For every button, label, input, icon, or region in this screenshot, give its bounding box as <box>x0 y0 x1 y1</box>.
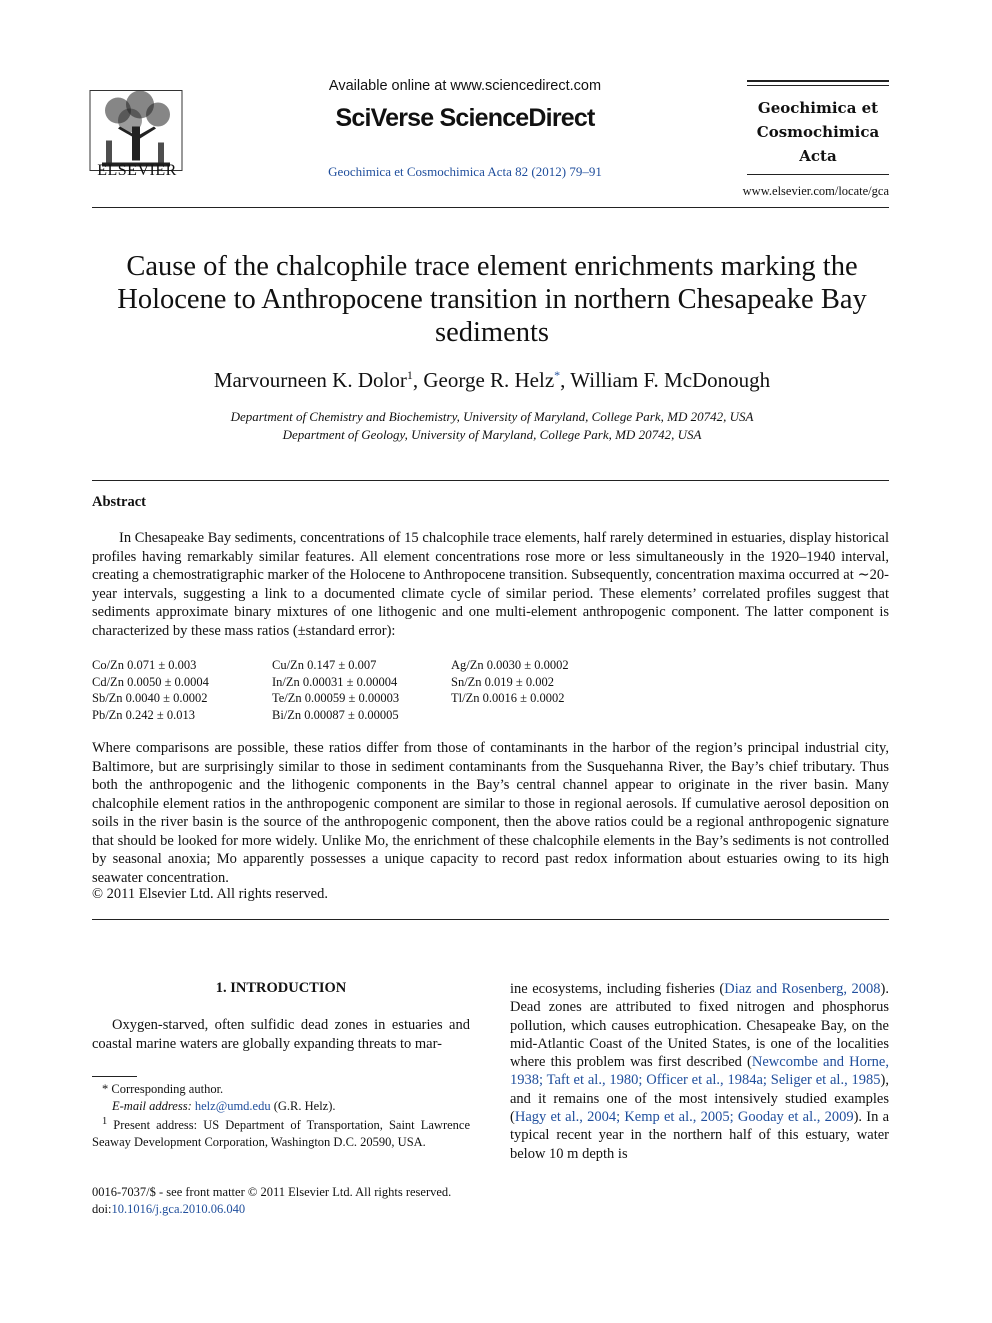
author-list <box>92 368 892 393</box>
author-name: William F. McDonough <box>570 368 771 392</box>
ratio-item: Cu/Zn 0.147 ± 0.007 <box>272 658 377 672</box>
corresponding-author-mark[interactable]: * <box>554 368 561 382</box>
citation-link[interactable]: Diaz and Rosenberg, 2008 <box>724 981 881 997</box>
journal-line: Cosmochimica <box>756 123 880 141</box>
citation-link[interactable]: Hagy et al., 2004; Kemp et al., 2005; Gooday et al., 2009 <box>514 1109 854 1126</box>
journal-name <box>742 96 894 168</box>
abstract-heading: Abstract <box>92 494 146 510</box>
journal-line: Acta <box>799 147 837 165</box>
ratio-column <box>92 657 209 724</box>
body-text: ). Dead zones are attributed to fixed nitrogen and phosphorus pollution, which causes eutrophication. Chesapeake Bay, on the mid-Atlantic Coast of the United States, is one of the localities where this problem was first described ( <box>510 981 890 1071</box>
author-name: George R. Helz <box>423 368 555 392</box>
publisher-name: ELSEVIER <box>97 162 177 179</box>
journal-citation[interactable]: Geochimica et Cosmochimica Acta 82 (2012) 79–91 <box>328 164 602 179</box>
article-title: Cause of the chalcophile trace element enrichments marking the Holocene to Anthropocene transition in northern Chesapeake Bay sediments <box>117 251 867 348</box>
footnote-present-address <box>92 1114 470 1151</box>
header-divider <box>92 207 889 208</box>
journal-url[interactable]: www.elsevier.com/locate/gca <box>742 184 889 198</box>
footnote-mark: * <box>102 1082 109 1096</box>
ratio-column <box>272 657 399 724</box>
intro-paragraph-right <box>510 980 889 1163</box>
copyright-notice: © 2011 Elsevier Ltd. All rights reserved. <box>92 886 328 902</box>
journal-line: Geochimica et <box>757 99 879 117</box>
footnotes <box>92 1081 470 1151</box>
body-text: ). In a typical recent year in the northern half of this estuary, water below 10 m depth is <box>510 1109 889 1162</box>
issn-line: 0016-7037/$ - see front matter © 2011 Elsevier Ltd. All rights reserved. <box>92 1185 452 1199</box>
available-online-text[interactable]: Available online at www.sciencedirect.com <box>328 78 602 94</box>
abstract-paragraph: In Chesapeake Bay sediments, concentrations of 15 chalcophile trace elements, half rarely determined in estuaries, display historical profiles having remarkably similar features. All element concentrations rose more or less simultaneously in the 1920–1940 interval, creating a chemostratigraphic marker of the Holocene to Anthropocene transition. Subsequently, concentration maxima occurred at ∼20-year intervals, suggesting a link to a documented climate cycle of similar period. These elements’ correlated profiles suggest that sediments approximate binary mixtures of one lithogenic and one multi-element anthropogenic component. The latter component is characterized by these mass ratios (±standard error): <box>92 530 889 639</box>
ratio-column <box>451 657 569 707</box>
footnote-text: Present address: US Department of Transportation, Saint Lawrence Seaway Development Corporation, Washington D.C. 20590, USA. <box>92 1118 470 1150</box>
section-heading: 1. INTRODUCTION <box>215 980 347 996</box>
email-owner: (G.R. Helz). <box>270 1098 336 1113</box>
footnote-corresponding <box>92 1081 470 1098</box>
ratio-item: Pb/Zn 0.242 ± 0.013 <box>92 708 196 723</box>
affiliations <box>92 408 892 444</box>
abstract-paragraph: Where comparisons are possible, these ratios differ from those of contaminants in the harbor of the region’s principal industrial city, Baltimore, but are surprisingly similar to those in sediment contaminants from the Susquehanna River, the Bay’s chief tributary. Thus both the anthropogenic and the lithogenic components in the Bay’s central channel appear to originate in the river basin. Many chalcophile element ratios in the anthropogenic component are similar to those in regional aerosols. If cumulative aerosol deposition on soils in the river basin is the source of the anthropogenic component, then the above ratios could be a regional anthropogenic signature that should be looked for more widely. Unlike Mo, the enrichment of these chalcophile elements in the Bay’s sediments is not controlled by seasonal anoxia; Mo apparently possesses a unique capacity to record past redox information about estuaries owing to its high seawater concentration. <box>92 740 889 886</box>
doi-label: doi: <box>92 1202 112 1216</box>
ratio-item: Sn/Zn 0.019 ± 0.002 <box>451 674 555 689</box>
citation-link[interactable]: Newcombe and Horne, 1938; Taft et al., 1980; Officer et al., 1984a; Seliger et al., 1985 <box>510 1054 889 1089</box>
abstract-bottom-rule <box>92 919 889 920</box>
ratio-item: In/Zn 0.00031 ± 0.00004 <box>272 674 398 689</box>
doi-link[interactable]: 10.1016/j.gca.2010.06.040 <box>111 1202 246 1216</box>
affiliation: Department of Chemistry and Biochemistry, University of Maryland, College Park, MD 20742, USA <box>230 409 754 424</box>
journal-bottom-rule <box>747 174 889 175</box>
ratio-item: Cd/Zn 0.0050 ± 0.0004 <box>92 674 209 689</box>
email-link[interactable]: helz@umd.edu <box>194 1098 271 1113</box>
author-separator: , <box>412 368 424 392</box>
author-name: Marvourneen K. Dolor <box>213 368 407 392</box>
footnote-email <box>92 1098 470 1115</box>
ratio-item: Tl/Zn 0.0016 ± 0.0002 <box>451 691 565 706</box>
intro-paragraph-left: Oxygen-starved, often sulfidic dead zones in estuaries and coastal marine waters are globally expanding threats to mar- <box>92 1017 470 1052</box>
body-text: ine ecosystems, including fisheries ( <box>510 981 725 997</box>
journal-top-rule <box>747 80 889 82</box>
body-text: ), and it remains one of the most intensively studied examples ( <box>510 1072 889 1126</box>
ratio-item: Ag/Zn 0.0030 ± 0.0002 <box>451 658 569 672</box>
doi-line <box>92 1201 451 1218</box>
ratio-item: Co/Zn 0.071 ± 0.003 <box>92 658 197 672</box>
author-footnote-mark[interactable]: 1 <box>406 368 413 382</box>
ratio-item: Te/Zn 0.00059 ± 0.00003 <box>272 691 400 706</box>
ratio-item: Bi/Zn 0.00087 ± 0.00005 <box>272 708 399 723</box>
affiliation: Department of Geology, University of Maryland, College Park, MD 20742, USA <box>282 427 702 442</box>
front-matter <box>92 1184 451 1218</box>
platform-name: SciVerse ScienceDirect <box>335 104 595 132</box>
footnote-rule <box>92 1076 137 1077</box>
footnote-mark: 1 <box>102 1116 108 1128</box>
ratio-item: Sb/Zn 0.0040 ± 0.0002 <box>92 691 208 706</box>
author-separator: , <box>560 368 571 392</box>
journal-top-rule-thin <box>747 85 889 86</box>
email-label: E-mail address: <box>112 1098 192 1113</box>
footnote-text: Corresponding author. <box>108 1082 224 1096</box>
abstract-top-rule <box>92 480 889 481</box>
